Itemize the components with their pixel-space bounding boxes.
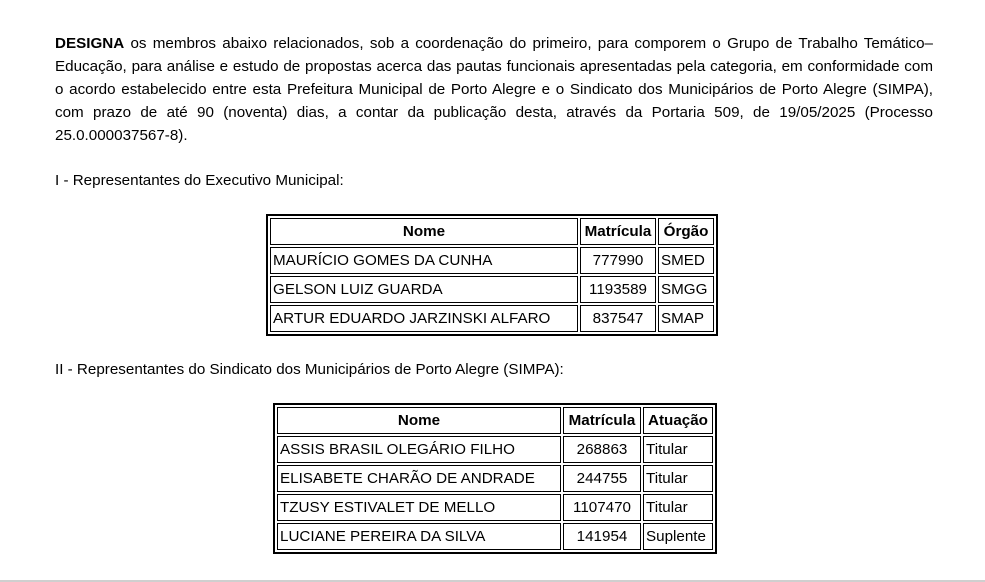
cell-nome: ASSIS BRASIL OLEGÁRIO FILHO bbox=[277, 436, 561, 463]
cell-atuacao: Titular bbox=[643, 494, 713, 521]
cell-nome: TZUSY ESTIVALET DE MELLO bbox=[277, 494, 561, 521]
cell-atuacao: Titular bbox=[643, 465, 713, 492]
cell-matricula: 141954 bbox=[563, 523, 641, 550]
table-row bbox=[277, 436, 713, 463]
column-header-matricula: Matrícula bbox=[580, 218, 656, 245]
cell-matricula: 244755 bbox=[563, 465, 641, 492]
table-row bbox=[277, 523, 713, 550]
table-header-row bbox=[270, 218, 714, 245]
column-header-matricula: Matrícula bbox=[563, 407, 641, 434]
table-row bbox=[277, 494, 713, 521]
executivo-table bbox=[266, 214, 718, 336]
designation-lead: DESIGNA bbox=[55, 35, 125, 52]
table-row bbox=[277, 465, 713, 492]
table-row bbox=[270, 247, 714, 274]
cell-nome: ARTUR EDUARDO JARZINSKI ALFARO bbox=[270, 305, 578, 332]
cell-matricula: 1107470 bbox=[563, 494, 641, 521]
sindicato-table bbox=[273, 403, 717, 554]
cell-matricula: 1193589 bbox=[580, 276, 656, 303]
cell-nome: GELSON LUIZ GUARDA bbox=[270, 276, 578, 303]
cell-nome: ELISABETE CHARÃO DE ANDRADE bbox=[277, 465, 561, 492]
designation-paragraph bbox=[55, 32, 933, 147]
table-row bbox=[270, 305, 714, 332]
section-heading-executivo: I - Representantes do Executivo Municipal: bbox=[55, 172, 344, 189]
table-header-row bbox=[277, 407, 713, 434]
column-header-nome: Nome bbox=[270, 218, 578, 245]
cell-matricula: 777990 bbox=[580, 247, 656, 274]
cell-orgao: SMED bbox=[658, 247, 714, 274]
cell-orgao: SMAP bbox=[658, 305, 714, 332]
column-header-orgao: Órgão bbox=[658, 218, 714, 245]
cell-atuacao: Titular bbox=[643, 436, 713, 463]
cell-matricula: 268863 bbox=[563, 436, 641, 463]
column-header-nome: Nome bbox=[277, 407, 561, 434]
cell-nome: LUCIANE PEREIRA DA SILVA bbox=[277, 523, 561, 550]
cell-atuacao: Suplente bbox=[643, 523, 713, 550]
section-heading-sindicato: II - Representantes do Sindicato dos Municipários de Porto Alegre (SIMPA): bbox=[55, 361, 564, 378]
cell-nome: MAURÍCIO GOMES DA CUNHA bbox=[270, 247, 578, 274]
designation-text: os membros abaixo relacionados, sob a coordenação do primeiro, para comporem o Grupo de Trabalho Temático–Educação, para análise e estudo de propostas acerca das pautas funcionais apresentadas pela categoria, em conformidade com o acordo estabelecido entre esta Prefeitura Municipal de Porto Alegre e o Sindicato dos Municipários de Porto Alegre (SIMPA), com prazo de até 90 (noventa) dias, a contar da publicação desta, através da Portaria 509, de 19/05/2025 (Processo 25.0.000037567-8). bbox=[55, 35, 933, 144]
table-row bbox=[270, 276, 714, 303]
cell-orgao: SMGG bbox=[658, 276, 714, 303]
cell-matricula: 837547 bbox=[580, 305, 656, 332]
column-header-atuacao: Atuação bbox=[643, 407, 713, 434]
